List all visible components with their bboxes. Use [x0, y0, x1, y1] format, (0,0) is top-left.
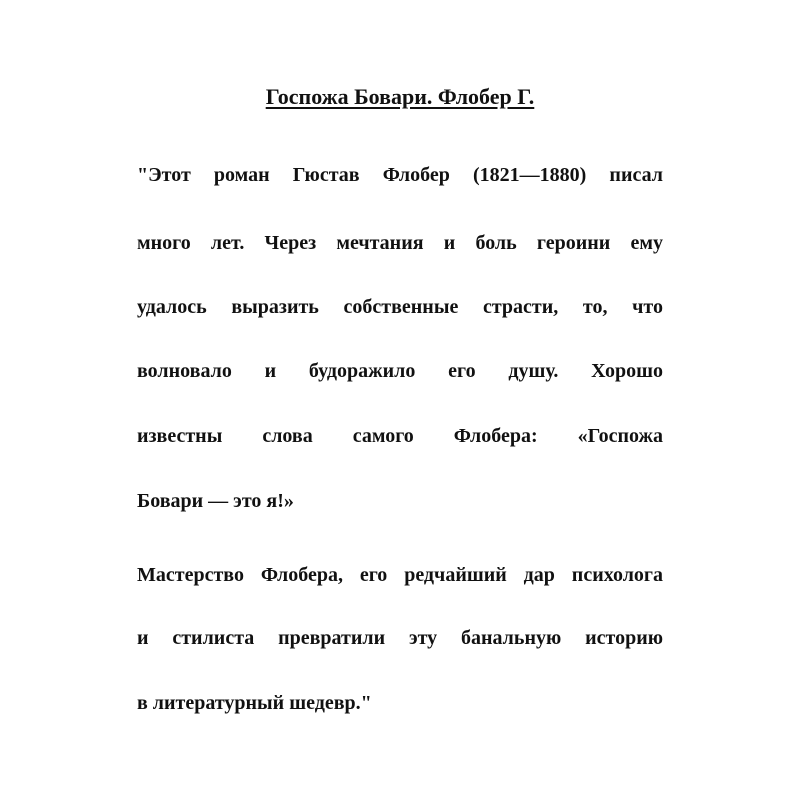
text-line-8: и стилиста превратили эту банальную историю [137, 627, 663, 649]
text-line-4: волновало и будоражило его душу. Хорошо [137, 360, 663, 382]
text-line-5: известны слова самого Флобера: «Госпожа [137, 425, 663, 447]
text-line-9: в литературный шедевр." [137, 692, 372, 714]
text-line-1: "Этот роман Гюстав Флобер (1821—1880) писал [137, 164, 663, 186]
text-line-6: Бовари — это я!» [137, 490, 294, 512]
text-line-3: удалось выразить собственные страсти, то, что [137, 296, 663, 318]
document-title-block [0, 82, 800, 112]
text-line-7: Мастерство Флобера, его редчайший дар психолога [137, 564, 663, 586]
text-line-2: много лет. Через мечтания и боль героини ему [137, 232, 663, 254]
document-title: Госпожа Бовари. Флобер Г. [265, 84, 535, 109]
